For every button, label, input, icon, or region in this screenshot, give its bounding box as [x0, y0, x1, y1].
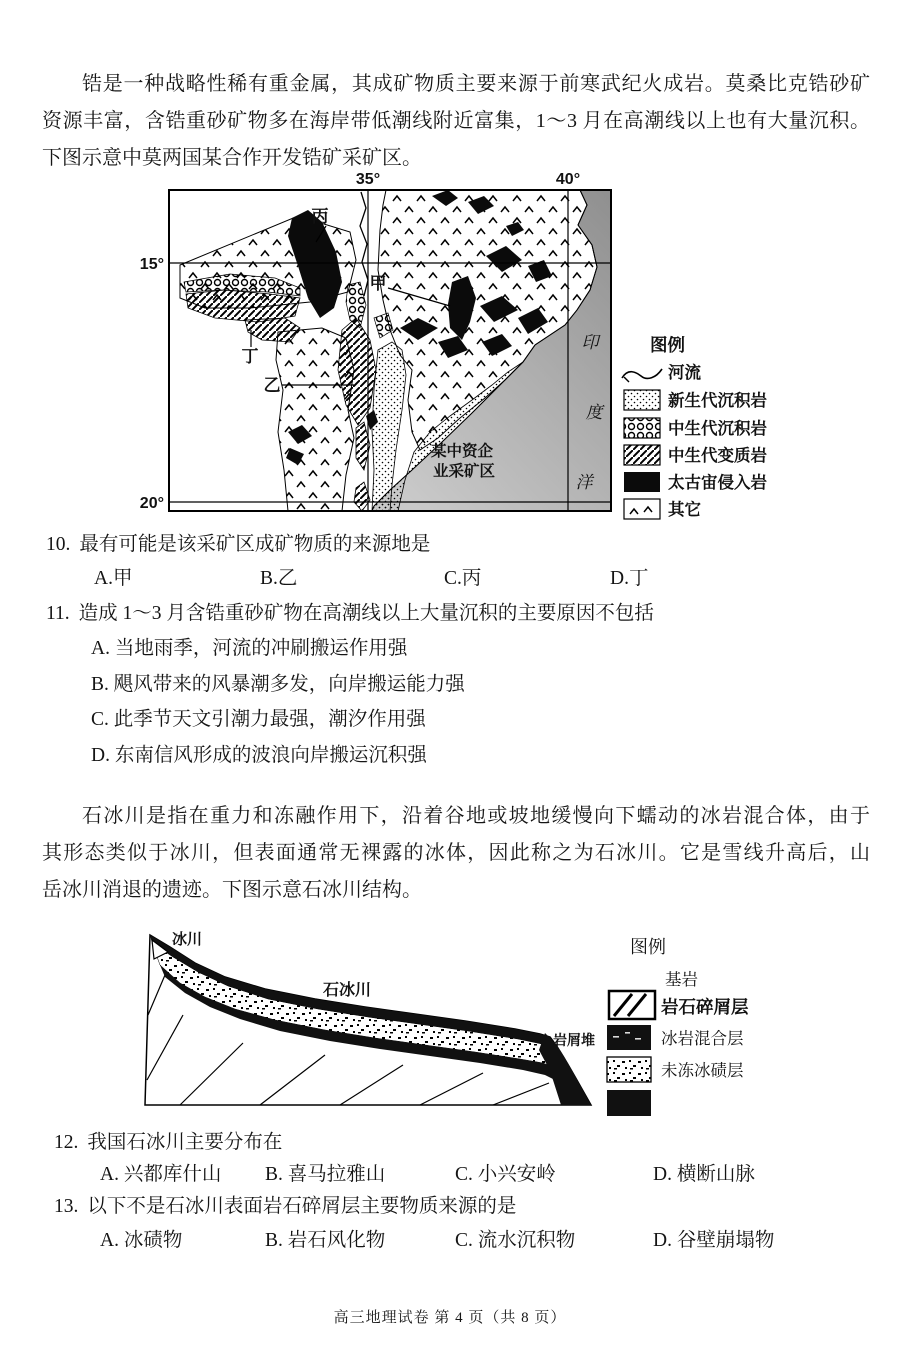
legend-label-archean: 太古宙侵入岩 — [668, 474, 767, 492]
rock-glacier-legend — [607, 937, 749, 1116]
question-12-number: 12. — [54, 1132, 79, 1153]
option-12-b: B. 喜马拉雅山 — [265, 1164, 386, 1185]
option-12-c: C. 小兴安岭 — [455, 1164, 556, 1185]
question-13-number: 13. — [54, 1196, 79, 1217]
question-11-text: 造成 1～3 月含锆重砂矿物在高潮线以上大量沉积的主要原因不包括 — [78, 603, 654, 624]
question-11 — [46, 597, 654, 625]
rock-glacier-label: 石冰川 — [322, 982, 372, 999]
legend-label-debris: 岩石碎屑层 — [661, 997, 749, 1017]
option-11-b: B. 飓风带来的风暴潮多发，向岸搬运能力强 — [91, 674, 465, 695]
lon-40-label: 40° — [555, 171, 581, 188]
question-12-text: 我国石冰川主要分布在 — [87, 1132, 283, 1153]
paragraph-line: 其形态类似于冰川，但表面通常无裸露的冰体，因此称之为石冰川。它是雪线升高后，山 — [42, 842, 870, 864]
option-10-a: A.甲 — [94, 568, 133, 589]
legend-label-bedrock: 基岩 — [665, 970, 698, 989]
question-10 — [46, 528, 430, 556]
question-13-text: 以下不是石冰川表面岩石碎屑层主要物质来源的是 — [87, 1196, 517, 1217]
legend-swatch-other — [624, 499, 660, 519]
question-13 — [54, 1190, 516, 1218]
ocean-char-1: 印 — [581, 333, 599, 352]
page-footer: 高三地理试卷 第 4 页（共 8 页） — [333, 1310, 567, 1326]
mining-area-label-1: 某中资企 — [430, 443, 494, 460]
legend-label-other: 其它 — [668, 501, 701, 519]
lat-20-label: 20° — [139, 495, 164, 512]
paragraph-line: 石冰川是指在重力和冻融作用下，沿着谷地或坡地缓慢向下蠕动的冰岩混合体，由于 — [82, 805, 870, 827]
option-13-b: B. 岩石风化物 — [265, 1230, 386, 1251]
question-11-number: 11. — [46, 603, 70, 624]
legend-swatch-mesozoic-sed — [624, 418, 660, 438]
option-10-c: C.丙 — [444, 568, 482, 589]
figure-rock-glacier — [125, 915, 785, 1120]
option-10-b: B.乙 — [260, 568, 298, 589]
legend-label-mesozoic-sed: 中生代沉积岩 — [668, 420, 767, 438]
legend-river-label: 河流 — [668, 364, 701, 382]
mining-area-label-2: 业采矿区 — [432, 463, 496, 480]
intro-paragraph-zircon — [42, 66, 870, 177]
ocean-char-2: 度 — [585, 403, 603, 422]
point-bing-label: 丙 — [311, 207, 329, 226]
glacier-label: 冰川 — [172, 931, 203, 948]
option-12-a: A. 兴都库什山 — [100, 1164, 222, 1185]
point-yi-label: 乙 — [263, 376, 281, 395]
point-jia-label: 甲 — [369, 274, 387, 293]
legend-label-ice-rock: 冰岩混合层 — [661, 1029, 744, 1048]
map-legend-title: 图例 — [650, 335, 685, 355]
map-svg — [134, 170, 790, 522]
option-13-c: C. 流水沉积物 — [455, 1230, 576, 1251]
river-icon-fork — [624, 377, 629, 382]
point-ding-label: 丁 — [241, 347, 259, 366]
option-11-c: C. 此季节天文引潮力最强，潮汐作用强 — [91, 709, 426, 730]
question-12 — [54, 1126, 282, 1154]
paragraph-line: 下图示意中莫两国某合作开发锆矿采矿区。 — [42, 147, 422, 169]
lat-15-label: 15° — [139, 256, 164, 273]
legend-swatch-metamorphic — [624, 445, 660, 465]
legend-swatch-cenozoic — [624, 390, 660, 410]
option-13-a: A. 冰碛物 — [100, 1230, 183, 1251]
paragraph-line: 锆是一种战略性稀有重金属，其成矿物质主要来源于前寒武纪火成岩。莫桑比克锆砂矿 — [82, 73, 870, 95]
paragraph-line: 岳冰川消退的遗迹。下图示意石冰川结构。 — [42, 879, 422, 901]
option-11-d: D. 东南信风形成的波浪向岸搬运沉积强 — [91, 745, 427, 766]
intro-paragraph-rock-glacier — [42, 798, 870, 909]
fig2-legend-title: 图例 — [630, 937, 666, 957]
talus-label: 岩屑堆 — [553, 1032, 595, 1048]
option-10-d: D.丁 — [610, 568, 649, 589]
legend-label-metamorphic: 中生代变质岩 — [668, 447, 767, 465]
legend-swatch-archean — [624, 472, 660, 492]
legend-swatch-black — [607, 1090, 651, 1116]
figure-mozambique-map — [134, 170, 790, 522]
legend-label-unfrozen: 未冻冰碛层 — [661, 1061, 744, 1080]
option-13-d: D. 谷壁崩塌物 — [653, 1230, 775, 1251]
question-10-text: 最有可能是该采矿区成矿物质的来源地是 — [79, 534, 431, 555]
question-13-options — [100, 1224, 774, 1252]
paragraph-line: 资源丰富，含锆重砂矿物多在海岸带低潮线附近富集，1～3 月在高潮线以上也有大量沉积。 — [42, 110, 870, 132]
lon-35-label: 35° — [355, 171, 381, 188]
legend-swatch-unfrozen — [607, 1057, 651, 1082]
map-legend — [622, 335, 768, 519]
rock-glacier-svg — [125, 915, 785, 1120]
option-12-d: D. 横断山脉 — [653, 1164, 755, 1185]
river-icon — [622, 369, 662, 378]
question-12-options — [100, 1158, 755, 1186]
question-10-number: 10. — [46, 534, 71, 555]
option-11-a: A. 当地雨季，河流的冲刷搬运作用强 — [91, 638, 408, 659]
legend-label-cenozoic: 新生代沉积岩 — [668, 392, 767, 410]
ocean-char-3: 洋 — [575, 473, 593, 492]
question-10-options — [94, 562, 648, 590]
